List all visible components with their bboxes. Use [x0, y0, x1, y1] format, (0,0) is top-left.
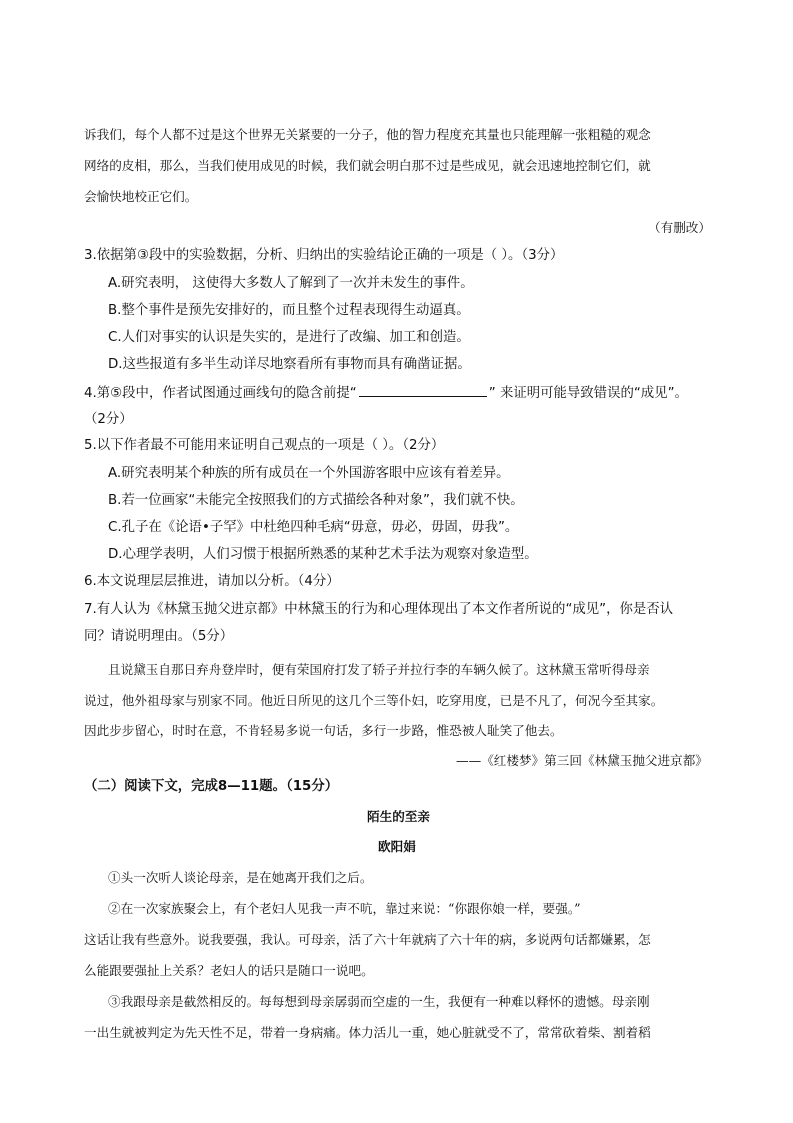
article-title: 陌生的至亲: [367, 809, 430, 824]
quote-line: 说过，他外祖母家与别家不同。他近日所见的这几个三等仆妇，吃穿用度，已是不凡了，何况今至其家。: [84, 693, 664, 708]
source-note: （有删改）: [648, 220, 711, 235]
paragraph-2: 么能跟要强扯上关系？老妇人的话只是随口一说吧。: [84, 963, 374, 978]
question-4-score: （2分）: [84, 412, 133, 427]
question-5-stem: 5.以下作者最不可能用来证明自己观点的一项是（ ）。（2分）: [84, 438, 445, 453]
question-3-stem: 3.依据第③段中的实验数据，分析、归纳出的实验结论正确的一项是（ ）。（3分）: [84, 248, 564, 263]
quote-line: 因此步步留心，时时在意，不肯轻易多说一句话，多行一步路，惟恐被人耻笑了他去。: [84, 723, 563, 738]
question-4-stem-a: 4.第⑤段中，作者试图通过画线句的隐含前提“: [84, 386, 357, 401]
question-3-option-d: D.这些报道有多半生动详尽地察看所有事物而具有确凿证据。: [108, 357, 471, 372]
question-7-stem: 7.有人认为《林黛玉抛父进京都》中林黛玉的行为和心理体现出了本文作者所说的“成见”，你是否认: [84, 602, 674, 617]
question-4-stem: [84, 384, 688, 403]
question-3-option-a: A.研究表明， 这使得大多数人了解到了一次并未发生的事件。: [108, 276, 474, 291]
question-7-stem: 同？请说明理由。（5分）: [84, 629, 234, 644]
question-5-option-a: A.研究表明某个种族的所有成员在一个外国游客眼中应该有着差异。: [108, 466, 510, 481]
question-3-option-c: C.人们对事实的认识是失实的，是进行了改编、加工和创造。: [108, 330, 470, 345]
question-3-option-b: B.整个事件是预先安排好的，而且整个过程表现得生动逼真。: [108, 303, 470, 318]
quote-line: 且说黛玉自那日弃舟登岸时，便有荣国府打发了轿子并拉行李的车辆久候了。这林黛玉常听得母亲: [108, 662, 650, 677]
paragraph-2: ②在一次家族聚会上，有个老妇人见我一声不吭，靠过来说：“你跟你娘一样，要强。”: [108, 901, 581, 916]
question-4-stem-b: ” 来证明可能导致错误的“成见”。: [488, 386, 688, 401]
passage-line: 诉我们，每个人都不过是这个世界无关紧要的一分子，他的智力程度充其量也只能理解一张粗糙的观念: [84, 127, 651, 142]
paragraph-1: ①头一次听人谈论母亲，是在她离开我们之后。: [108, 870, 373, 885]
question-5-option-d: D.心理学表明，人们习惯于根据所熟悉的某种艺术手法为观察对象造型。: [108, 547, 538, 562]
article-author: 欧阳娟: [378, 839, 416, 854]
passage-line: 会愉快地校正它们。: [84, 189, 198, 204]
answer-blank[interactable]: [359, 384, 487, 397]
question-5-option-b: B.若一位画家“未能完全按照我们的方式描绘各种对象”，我们就不快。: [108, 493, 524, 508]
quote-source: ——《红楼梦》第三回《林黛玉抛父进京都》: [456, 753, 708, 768]
paragraph-3: 一出生就被判定为先天性不足，带着一身病痛。体力活儿一重，她心脏就受不了，常常砍着柴、割着稻: [84, 1025, 651, 1040]
paragraph-3: ③我跟母亲是截然相反的。每每想到母亲孱弱而空虚的一生，我便有一种难以释怀的遗憾。母亲刚: [108, 994, 650, 1009]
question-5-option-c: C.孔子在《论语•子罕》中杜绝四种毛病“毋意，毋必，毋固，毋我”。: [108, 520, 519, 535]
section-heading: （二）阅读下文，完成8—11题。（15分）: [84, 779, 339, 794]
paragraph-2: 这话让我有些意外。说我要强，我认。可母亲，活了六十年就病了六十年的病，多说两句话都嫌累，怎: [84, 932, 651, 947]
passage-line: 网络的皮相，那么，当我们使用成见的时候，我们就会明白那不过是些成见，就会迅速地控制它们，就: [84, 158, 651, 173]
question-6-stem: 6.本文说理层层推进，请加以分析。（4分）: [84, 574, 340, 589]
